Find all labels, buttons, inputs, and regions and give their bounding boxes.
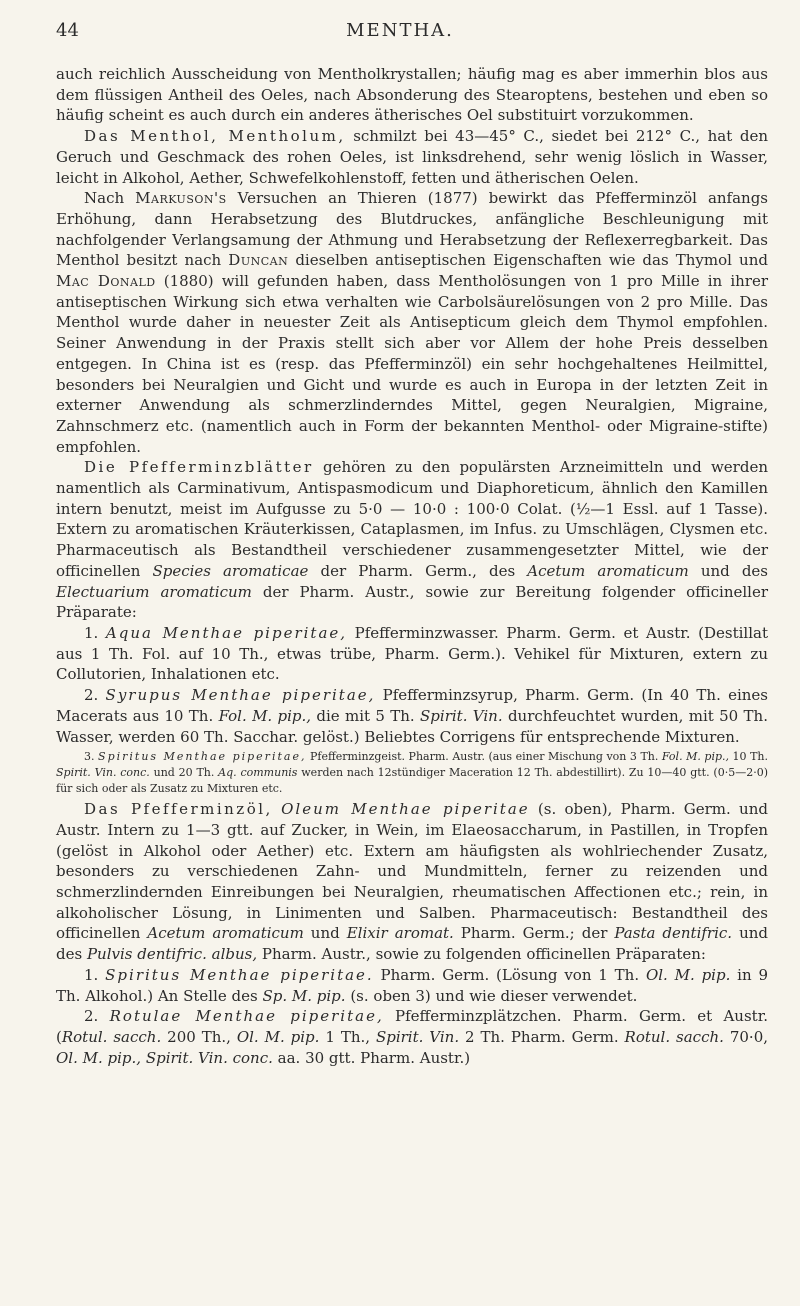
- author-name: Duncan: [228, 251, 289, 270]
- text-run: die mit 5 Th.: [311, 706, 421, 725]
- author-name: Mac Donald: [56, 272, 156, 291]
- list-item: [56, 685, 768, 747]
- list-item: [56, 623, 768, 685]
- paragraph-leaves: [56, 457, 768, 623]
- list-item: [56, 965, 768, 1006]
- paragraph-effects: [56, 188, 768, 457]
- italic-term: Ol. M. pip., Spirit. Vin. conc.: [56, 1048, 273, 1067]
- italic-term: Species aromaticae: [152, 561, 309, 580]
- section-heading: Das Pfefferminzöl,: [84, 800, 273, 819]
- text-run: aa. 30 gtt. Pharm. Austr.): [272, 1048, 471, 1067]
- text-run: (s. oben 3) und wie dieser verwendet.: [345, 986, 638, 1005]
- text-run: und des: [56, 924, 768, 964]
- preparation-title: Spiritus Menthae piperitae.: [105, 965, 374, 984]
- paragraph-continuation: [56, 64, 768, 126]
- paragraph-oil: [56, 799, 768, 965]
- italic-term: Fol. M. pip.,: [218, 706, 312, 725]
- text-run: in 9 Th. Alkohol.) An Stelle des: [56, 965, 768, 1005]
- list-number: 2.: [84, 686, 106, 705]
- author-name: Markuson's: [135, 189, 227, 208]
- text-run: Pfefferminzgeist. Pharm. Austr. (aus einer Mischung von 3 Th.: [306, 750, 662, 764]
- italic-term: Sp. M. pip.: [262, 986, 346, 1005]
- body-text: [56, 64, 768, 1068]
- italic-term: Pulvis dentifric. albus,: [86, 945, 258, 964]
- paragraph-menthol: [56, 126, 768, 188]
- text-run: Pharm. Austr., sowie zu folgenden officinellen Präparaten:: [257, 945, 706, 964]
- preparation-title: Aqua Menthae piperitae,: [105, 623, 348, 642]
- italic-term: Acetum aromaticum: [527, 561, 689, 580]
- list-number: 1.: [84, 965, 106, 984]
- text-run: durchfeuchtet wurden, mit 50 Th. Wasser, werden 60 Th. Sacchar. gelöst.) Beliebtes Corrigens für entsprechende Mixturen.: [56, 706, 768, 746]
- italic-term: Rotul. sacch.: [624, 1027, 724, 1046]
- text-run: Pfefferminzsyrup, Pharm. Germ. (In 40 Th. eines Macerats aus 10 Th.: [56, 686, 768, 725]
- italic-term: Spirit. Vin. conc.: [56, 766, 150, 780]
- text-run: dieselben antiseptischen Eigenschaften wie das Thymol und: [288, 251, 768, 270]
- text-run: auch reichlich Ausscheidung von Mentholkrystallen; häufig mag es aber immerhin blos aus dem flüssigen Antheil des Oeles, nach Absonderung des Stearoptens, bestehen und eben so häufig scheint es auch durch ein anderes ätherisches Oel substituirt vorzukommen.: [56, 65, 768, 125]
- text-run: und des: [688, 561, 769, 580]
- text-run: Pharm. Germ. (Lösung von 1 Th.: [373, 965, 646, 984]
- italic-term: Electuarium aromaticum: [56, 582, 252, 601]
- text-run: 2 Th. Pharm. Germ.: [459, 1027, 625, 1046]
- italic-term: Ol. M. pip.: [236, 1027, 320, 1046]
- text-run: gehören zu den populärsten Arzneimitteln und werden namentlich als Carminativum, Antispasmodicum und Diaphoreticum, ähnlich den Kamillen intern benutzt, meist im Aufgusse zu 5·0 — 10·0 : 100·0 Colat. (½—1 Essl. auf 1 Tasse). Extern zu aromatischen Kräuterkissen, Cataplasmen, im Infus. zu Umschlägen, Clysmen etc. Pharmaceutisch als Bestandtheil verschiedener zusammengesetzter Mittel, wie der officinellen: [56, 458, 768, 580]
- italic-term: Elixir aromat.: [346, 924, 454, 943]
- italic-term: Spirit. Vin.: [375, 1027, 460, 1046]
- text-run: Nach: [84, 189, 136, 208]
- section-heading: Das Menthol, Mentholum,: [84, 127, 346, 146]
- text-run: und 20 Th.: [149, 766, 219, 780]
- preparation-title: Spiritus Menthae piperitae,: [98, 750, 307, 764]
- list-item: [56, 1006, 768, 1068]
- text-run: und: [303, 924, 347, 943]
- italic-term: Aq. communis: [218, 766, 298, 780]
- text-run: 10 Th.: [729, 750, 769, 764]
- text-run: Pharm. Germ.; der: [453, 924, 615, 943]
- text-run: Pfefferminzwasser. Pharm. Germ. et Austr. (Destillat aus 1 Th. Fol. auf 10 Th., etwas trübe, Pharm. Germ.). Vehikel für Mixturen, extern zu Collutorien, Inhalationen etc.: [56, 623, 768, 684]
- preparation-title: Oleum Menthae piperitae: [281, 800, 530, 819]
- italic-term: Ol. M. pip.: [645, 965, 731, 984]
- section-heading: Die Pfefferminzblätter: [84, 458, 314, 477]
- page-number: 44: [56, 20, 79, 41]
- page-header: [0, 16, 800, 46]
- running-title: MENTHA.: [346, 20, 454, 41]
- italic-term: Fol. M. pip.,: [661, 750, 730, 764]
- preparation-title: Rotulae Menthae piperitae,: [109, 1007, 384, 1026]
- italic-term: Acetum aromaticum: [147, 924, 304, 943]
- text-run: (s. oben), Pharm. Germ. und Austr. Intern zu 1—3 gtt. auf Zucker, in Wein, im Elaeosaccharum, in Pastillen, in Tropfen (gelöst in Alkohol oder Aether) etc. Extern am häufigsten als wohlriechender Zusatz, besonders zu verschiedenen Zahn- und Mundmitteln, ferner zu reizenden und schmerzlindernden Einreibungen bei Neuralgien, rheumatischen Affectionen etc.; rein, in alkoholischer Lösung, in Linimenten und Salben. Pharmaceutisch: Bestandtheil des officinellen: [56, 800, 768, 943]
- list-number: 3.: [84, 750, 99, 764]
- text-run: der Pharm. Germ., des: [308, 561, 528, 580]
- text-run: (1880) will gefunden haben, dass Mentholösungen von 1 pro Mille in ihrer antiseptischen Wirkung sich etwa verhalten wie Carbolsäurelösungen von 2 pro Mille. Das Menthol wurde daher in neuester Zeit als Antisepticum gleich dem Thymol empfohlen. Seiner Anwendung in der Praxis stellt sich aber vor Allem der hohe Preis desselben entgegen. In China ist es (resp. das Pfefferminzöl) ein sehr hochgehaltenes Heilmittel, besonders bei Neuralgien und Gicht und wurde es auch in Europa in der letzten Zeit in externer Anwendung als schmerzlinderndes Mittel, gegen Neuralgien, Migraine, Zahnschmerz etc. (namentlich auch in Form der bekannten Menthol- oder Migraine-stifte) empfohlen.: [56, 272, 768, 456]
- text-run: 70·0,: [723, 1027, 769, 1046]
- text-run: 200 Th.,: [161, 1027, 237, 1046]
- italic-term: Pasta dentifric.: [614, 924, 733, 943]
- text-run: werden nach 12stündiger Maceration 12 Th. abdestillirt). Zu 10—40 gtt. (0·5—2·0) für sich oder als Zusatz zu Mixturen etc.: [56, 766, 768, 796]
- italic-term: Rotul. sacch.: [61, 1027, 162, 1046]
- text-run: Pfefferminzplätzchen. Pharm. Germ. et Austr. (: [56, 1007, 768, 1046]
- list-number: 1.: [84, 623, 106, 642]
- text-run: der Pharm. Austr., sowie zur Bereitung folgender officineller Präparate:: [56, 582, 768, 622]
- text-run: schmilzt bei 43—45° C., siedet bei 212° C., hat den Geruch und Geschmack des rohen Oeles, ist linksdrehend, sehr wenig löslich in Wasser, leicht in Alkohol, Aether, Schwefelkohlenstoff, fetten und ätherischen Oelen.: [56, 127, 769, 187]
- list-number: 2.: [84, 1007, 110, 1026]
- list-item-small: [56, 749, 768, 797]
- preparation-title: Syrupus Menthae piperitae,: [105, 686, 376, 705]
- italic-term: Spirit. Vin.: [420, 706, 503, 725]
- text-run: Versuchen an Thieren (1877) bewirkt das Pfefferminzöl anfangs Erhöhung, dann Herabsetzung des Blutdruckes, anfängliche Beschleunigung mit nachfolgender Verlangsamung der Athmung und Herabsetzung der Reflexerregbarkeit. Das Menthol besitzt nach: [56, 189, 768, 270]
- text-run: 1 Th.,: [319, 1027, 376, 1046]
